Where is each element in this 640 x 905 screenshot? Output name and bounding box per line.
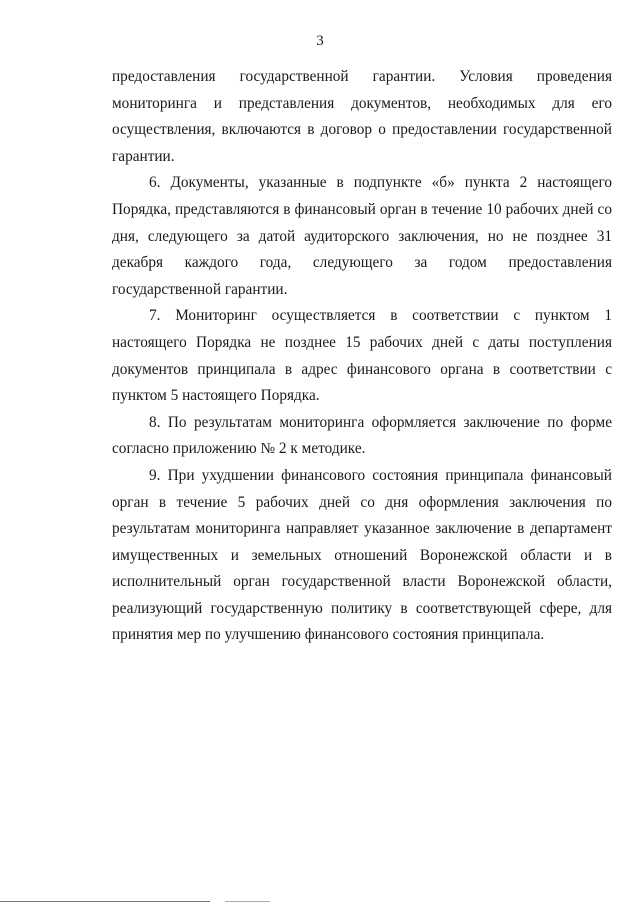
page-bottom-rule-fragment	[225, 901, 270, 902]
page-number: 3	[316, 33, 324, 49]
paragraph-item-6: 6. Документы, указанные в подпункте «б» пункта 2 настоящего Порядка, представляются в финансовый орган в течение 10 рабочих дней со дня, следующего за датой аудиторского заключения, но не позднее 31 декабря каждого года, следующего за годом предоставления государственной гарантии.	[112, 174, 612, 298]
paragraph-item-7: 7. Мониторинг осуществляется в соответствии с пунктом 1 настоящего Порядка не позднее 15 рабочих дней с даты поступления документов принципала в адрес финансового органа в соответствии с пунктом 5 настоящего Порядка.	[112, 307, 612, 405]
document-body	[112, 64, 612, 649]
page-bottom-rule	[0, 901, 210, 902]
paragraph-item-9: 9. При ухудшении финансового состояния принципала финансовый орган в течение 5 рабочих дней со дня оформления заключения по результатам мониторинга направляет указанное заключение в департамент имущественных и земельных отношений Воронежской области и в исполнительный орган государственной власти Воронежской области, реализующий государственную политику в соответствующей сфере, для принятия мер по улучшению финансового состояния принципала.	[112, 466, 612, 644]
paragraph-item-8: 8. По результатам мониторинга оформляется заключение по форме согласно приложению № 2 к методике.	[112, 413, 612, 458]
paragraph-continuation: предоставления государственной гарантии. Условия проведения мониторинга и представления документов, необходимых для его осуществления, включаются в договор о предоставлении государственной гарантии.	[112, 68, 612, 165]
